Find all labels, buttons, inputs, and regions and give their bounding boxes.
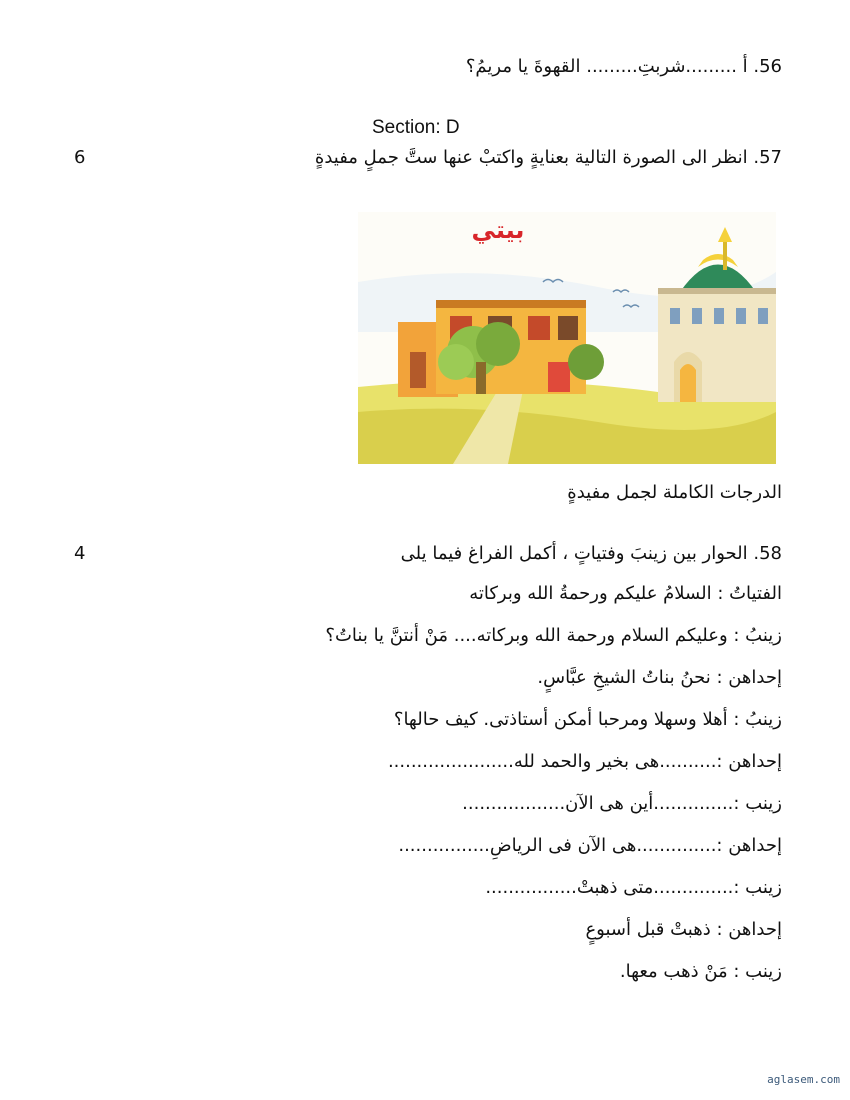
dialogue-line: إحداهن :..........هى بخير والحمد لله...................... bbox=[387, 751, 782, 772]
watermark: aglasem.com bbox=[767, 1073, 840, 1086]
dialogue-line: إحداهن :..............هى الآن فى الرياضِ................ bbox=[398, 835, 782, 856]
question-58: 58. الحوار بين زينبَ وفتياتٍ ، أكمل الفراغ فيما يلى bbox=[400, 543, 782, 564]
dialogue-line: إحداهن : نحنُ بناتُ الشيخِ عبَّاسٍ. bbox=[537, 667, 782, 688]
question-58-marks: 4 bbox=[74, 543, 86, 564]
dialogue-line: زينب :..............متى ذهبتْ................ bbox=[485, 877, 782, 898]
question-57: 57. انظر الى الصورة التالية بعنايةٍ واكتبْ عنها ستَّ جملٍ مفيدةٍ bbox=[314, 147, 782, 168]
dialogue-line: الفتياتُ : السلامُ عليكم ورحمةُ الله وبركاته bbox=[469, 583, 782, 604]
section-d-heading: Section: D bbox=[372, 117, 460, 138]
dialogue-line: إحداهن : ذهبتْ قبل أسبوعٍ bbox=[585, 919, 782, 940]
picture-title: بيتي bbox=[471, 216, 525, 244]
dialogue-line: زينبُ : وعليكم السلام ورحمة الله وبركاته.... مَنْ أنتنَّ يا بناتُ؟ bbox=[325, 625, 782, 646]
house-picture bbox=[358, 212, 776, 464]
question-57-marks: 6 bbox=[74, 147, 86, 168]
dialogue-line: زينب :..............أين هى الآن.................. bbox=[462, 793, 782, 814]
house-illustration bbox=[358, 212, 776, 464]
dialogue-line: زينبُ : أهلا وسهلا ومرحبا أمكن أستاذتى. كيف حالها؟ bbox=[393, 709, 782, 730]
question-57-note: الدرجات الكاملة لجمل مفيدةٍ bbox=[567, 482, 782, 503]
dialogue-line: زينب : مَنْ ذهب معها. bbox=[619, 961, 782, 982]
question-56: 56. أ .........شربتِ......... القهوةَ يا مريمُ؟ bbox=[465, 56, 782, 77]
